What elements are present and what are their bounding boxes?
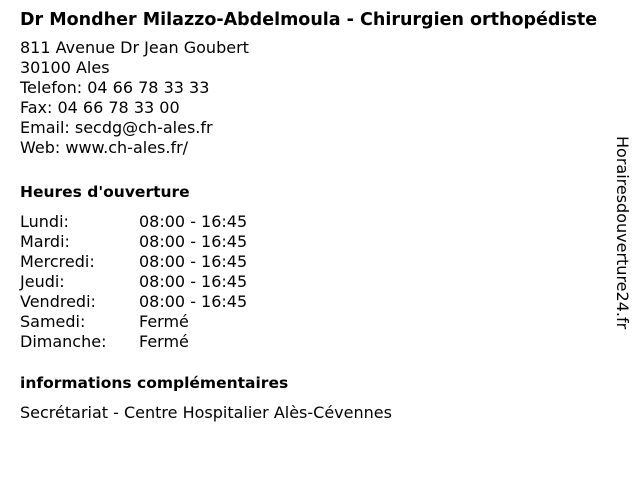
hours-row-vendredi [20,292,614,312]
hours-time: 08:00 - 16:45 [139,232,248,251]
address-street: 811 Avenue Dr Jean Goubert [20,38,249,57]
email-address[interactable]: Email: secdg@ch-ales.fr [20,118,213,137]
fax-number: Fax: 04 66 78 33 00 [20,98,180,117]
contact-block [20,38,614,158]
hours-row-lundi [20,212,614,232]
hours-time: 08:00 - 16:45 [139,252,248,271]
hours-time: 08:00 - 16:45 [139,292,248,311]
page-title: Dr Mondher Milazzo-Abdelmoula - Chirurgien orthopédiste [20,10,598,30]
hours-row-samedi [20,312,614,332]
hours-heading: Heures d'ouverture [20,183,190,201]
hours-day: Mercredi: [20,252,95,271]
watermark: Horairesdouverture24.fr [613,136,632,330]
phone-number[interactable]: Telefon: 04 66 78 33 33 [20,78,210,97]
hours-time: 08:00 - 16:45 [139,212,248,231]
hours-time: Fermé [139,332,189,351]
address-city: 30100 Ales [20,58,110,77]
hours-day: Vendredi: [20,292,96,311]
hours-table [20,212,614,352]
hours-day: Lundi: [20,212,69,231]
hours-row-dimanche [20,332,614,352]
hours-day: Dimanche: [20,332,107,351]
hours-day: Mardi: [20,232,70,251]
hours-day: Jeudi: [20,272,65,291]
hours-time: Fermé [139,312,189,331]
hours-row-mercredi [20,252,614,272]
info-heading: informations complémentaires [20,374,289,392]
hours-row-mardi [20,232,614,252]
hours-time: 08:00 - 16:45 [139,272,248,291]
business-card [20,10,614,423]
hours-day: Samedi: [20,312,86,331]
hours-row-jeudi [20,272,614,292]
website-link[interactable]: Web: www.ch-ales.fr/ [20,138,189,157]
info-text: Secrétariat - Centre Hospitalier Alès-Cévennes [20,403,392,422]
